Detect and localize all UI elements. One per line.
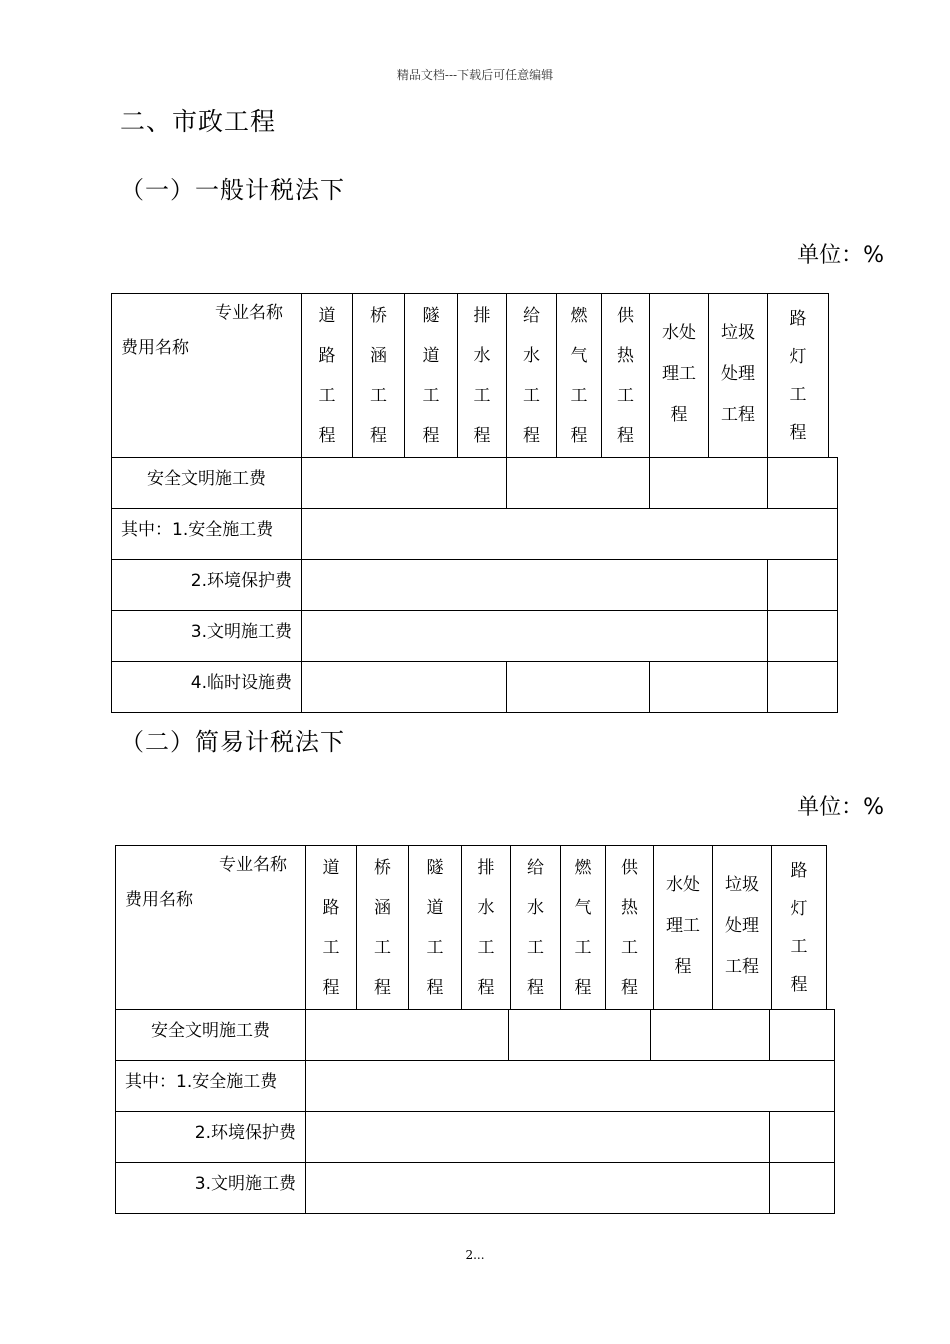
- section-1-unit: 单位：%: [797, 243, 884, 268]
- col-water-treatment-line: 程: [670, 405, 688, 425]
- header-specialty-label: 专业名称: [219, 855, 287, 875]
- col-gas-char: 工: [574, 938, 592, 958]
- table-cell: [305, 1060, 835, 1112]
- col-heating-char: 程: [617, 426, 634, 446]
- table-cell: [769, 1162, 835, 1214]
- table-cell: [767, 559, 838, 611]
- col-road-char: 道: [322, 858, 340, 878]
- col-drainage-char: 程: [477, 978, 495, 998]
- col-gas-char: 工: [570, 386, 588, 406]
- col-water-supply: [510, 845, 561, 1010]
- col-road-char: 工: [322, 938, 340, 958]
- col-bridge-char: 涵: [370, 346, 387, 366]
- section-2-title: （二）简易计税法下: [120, 728, 345, 756]
- col-water-treatment-line: 理工: [666, 916, 700, 936]
- col-drainage: [461, 845, 511, 1010]
- col-heating-char: 热: [617, 346, 634, 366]
- col-bridge-char: 程: [370, 426, 387, 446]
- col-tunnel-char: 程: [426, 978, 444, 998]
- col-street-light: [767, 293, 829, 458]
- row-label-text: 4.临时设施费: [190, 673, 292, 693]
- col-drainage-char: 程: [473, 426, 491, 446]
- col-bridge-char: 桥: [370, 306, 387, 326]
- col-tunnel-char: 工: [422, 386, 440, 406]
- col-drainage-char: 水: [473, 346, 491, 366]
- col-water-supply-char: 给: [523, 306, 540, 326]
- col-bridge-char: 程: [374, 978, 391, 998]
- col-waste-treatment-line: 垃圾: [725, 875, 759, 895]
- col-water-supply-char: 水: [527, 898, 544, 918]
- col-waste-treatment-line: 工程: [721, 405, 755, 425]
- table-cell: [767, 661, 838, 713]
- table-cell: [506, 661, 650, 713]
- col-drainage-char: 工: [473, 386, 491, 406]
- header-corner-cell: [115, 845, 306, 1010]
- table-cell: [767, 610, 838, 662]
- table-cell: [767, 457, 838, 509]
- header-corner-cell: [111, 293, 302, 458]
- row-label-text: 其中：1.安全施工费: [125, 1072, 278, 1092]
- header-note: 精品文档---下载后可任意编辑: [396, 68, 554, 82]
- table-cell: [508, 1009, 651, 1061]
- row-label: [111, 508, 302, 560]
- row-label: [115, 1009, 306, 1061]
- table-cell: [506, 457, 650, 509]
- table-cell: [305, 1111, 770, 1163]
- col-bridge-char: 工: [370, 386, 387, 406]
- row-label-text: 2.环境保护费: [194, 1123, 296, 1143]
- col-water-supply-char: 给: [527, 858, 544, 878]
- row-label: [111, 661, 302, 713]
- col-gas: [560, 845, 606, 1010]
- col-heating-char: 程: [621, 978, 638, 998]
- row-label-text: 3.文明施工费: [194, 1174, 296, 1194]
- col-bridge: [356, 845, 409, 1010]
- page-number: 2...: [465, 1248, 485, 1262]
- row-label: [115, 1111, 306, 1163]
- col-waste-treatment-line: 处理: [721, 364, 755, 384]
- col-road: [305, 845, 357, 1010]
- col-water-treatment: [653, 845, 713, 1010]
- row-label-text: 2.环境保护费: [190, 571, 292, 591]
- col-street-light-char: 工: [790, 937, 808, 957]
- col-road-char: 道: [318, 306, 336, 326]
- col-street-light-char: 工: [789, 385, 807, 405]
- col-road: [301, 293, 353, 458]
- col-tunnel-char: 程: [422, 426, 440, 446]
- col-gas-char: 气: [574, 898, 592, 918]
- col-heating-char: 供: [621, 858, 638, 878]
- col-street-light-char: 程: [790, 975, 808, 995]
- col-heating-char: 工: [617, 386, 634, 406]
- table-cell: [301, 610, 768, 662]
- table-cell: [301, 661, 507, 713]
- col-water-treatment-line: 理工: [662, 364, 696, 384]
- row-label: [111, 457, 302, 509]
- col-waste-treatment-line: 垃圾: [721, 323, 755, 343]
- col-tunnel-char: 道: [422, 346, 440, 366]
- col-tunnel-char: 隧: [422, 306, 440, 326]
- col-tunnel: [404, 293, 458, 458]
- col-road-char: 路: [322, 898, 340, 918]
- col-bridge-char: 桥: [374, 858, 391, 878]
- col-waste-treatment-line: 工程: [725, 957, 759, 977]
- col-tunnel-char: 道: [426, 898, 444, 918]
- table-cell: [650, 1009, 770, 1061]
- col-gas-char: 程: [574, 978, 592, 998]
- table-cell: [769, 1009, 835, 1061]
- col-water-supply-char: 水: [523, 346, 540, 366]
- col-waste-treatment-line: 处理: [725, 916, 759, 936]
- table-cell: [305, 1009, 509, 1061]
- col-road-char: 工: [318, 386, 336, 406]
- row-label-text: 其中：1.安全施工费: [121, 520, 274, 540]
- main-title: 二、市政工程: [120, 107, 277, 136]
- section-1-title: （一）一般计税法下: [120, 176, 345, 204]
- table-cell: [301, 457, 507, 509]
- col-road-char: 程: [322, 978, 340, 998]
- col-drainage-char: 水: [477, 898, 495, 918]
- col-water-supply-char: 工: [523, 386, 540, 406]
- header-fee-label: 费用名称: [125, 890, 193, 910]
- row-label-text: 安全文明施工费: [147, 469, 266, 489]
- col-gas-char: 燃: [574, 858, 592, 878]
- col-bridge-char: 涵: [374, 898, 391, 918]
- col-gas: [556, 293, 602, 458]
- row-label-text: 安全文明施工费: [151, 1021, 270, 1041]
- col-road-char: 程: [318, 426, 336, 446]
- section-2-unit: 单位：%: [797, 795, 884, 820]
- table-cell: [769, 1111, 835, 1163]
- col-bridge-char: 工: [374, 938, 391, 958]
- col-heating: [601, 293, 650, 458]
- col-street-light-char: 路: [789, 309, 807, 329]
- col-waste-treatment: [712, 845, 772, 1010]
- col-heating-char: 工: [621, 938, 638, 958]
- header-specialty-label: 专业名称: [215, 303, 283, 323]
- table-cell: [301, 559, 768, 611]
- col-street-light-char: 灯: [790, 899, 808, 919]
- col-drainage-char: 排: [477, 858, 495, 878]
- col-gas-char: 燃: [570, 306, 588, 326]
- col-water-supply-char: 程: [523, 426, 540, 446]
- col-water-supply-char: 程: [527, 978, 544, 998]
- col-waste-treatment: [708, 293, 768, 458]
- col-water-treatment-line: 程: [674, 957, 692, 977]
- col-street-light-char: 灯: [789, 347, 807, 367]
- col-drainage: [457, 293, 507, 458]
- table-cell: [305, 1162, 770, 1214]
- col-gas-char: 程: [570, 426, 588, 446]
- col-tunnel-char: 工: [426, 938, 444, 958]
- col-drainage-char: 工: [477, 938, 495, 958]
- row-label: [115, 1162, 306, 1214]
- col-heating: [605, 845, 654, 1010]
- col-water-supply-char: 工: [527, 938, 544, 958]
- col-heating-char: 供: [617, 306, 634, 326]
- row-label: [115, 1060, 306, 1112]
- header-fee-label: 费用名称: [121, 338, 189, 358]
- row-label: [111, 559, 302, 611]
- col-drainage-char: 排: [473, 306, 491, 326]
- col-water-supply: [506, 293, 557, 458]
- col-heating-char: 热: [621, 898, 638, 918]
- col-tunnel: [408, 845, 462, 1010]
- col-road-char: 路: [318, 346, 336, 366]
- col-tunnel-char: 隧: [426, 858, 444, 878]
- col-gas-char: 气: [570, 346, 588, 366]
- table-cell: [301, 508, 838, 560]
- col-water-treatment-line: 水处: [662, 323, 696, 343]
- table-cell: [649, 661, 768, 713]
- table-cell: [649, 457, 768, 509]
- row-label: [111, 610, 302, 662]
- col-bridge: [352, 293, 405, 458]
- col-street-light: [771, 845, 827, 1010]
- row-label-text: 3.文明施工费: [190, 622, 292, 642]
- col-street-light-char: 程: [789, 423, 807, 443]
- col-water-treatment: [649, 293, 709, 458]
- col-water-treatment-line: 水处: [666, 875, 700, 895]
- col-street-light-char: 路: [790, 861, 808, 881]
